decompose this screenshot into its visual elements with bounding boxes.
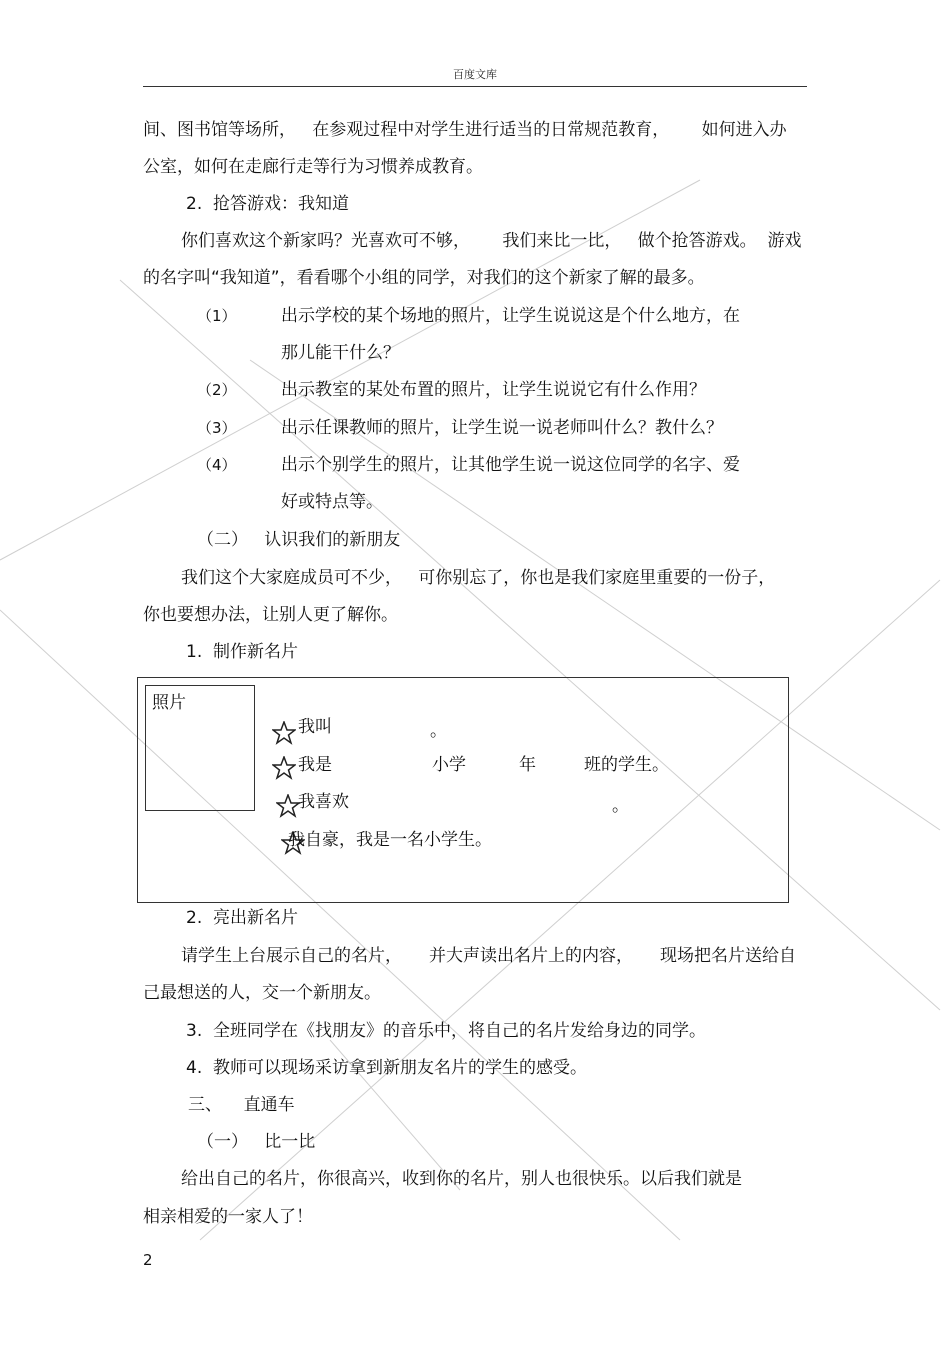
list-item-number: （2） [197, 381, 237, 399]
photo-label: 照片 [152, 693, 186, 713]
card-line-proud: 我自豪，我是一名小学生。 [288, 830, 492, 850]
paragraph-line: 给出自己的名片，你很高兴，收到你的名片，别人也很快乐。以后我们就是 [181, 1169, 742, 1189]
list-item-text: 那儿能干什么？ [281, 343, 400, 363]
list-item-number: （4） [197, 456, 237, 474]
section-heading: （一） 比一比 [197, 1132, 316, 1152]
section-heading: 4. 教师可以现场采访拿到新朋友名片的学生的感受。 [186, 1058, 588, 1078]
paragraph-line: 相亲相爱的一家人了！ [143, 1207, 313, 1227]
paragraph-line: 己最想送的人，交一个新朋友。 [143, 983, 381, 1003]
card-school-label: 小学 [432, 755, 466, 775]
section-heading: 三、 直通车 [188, 1095, 295, 1115]
card-line-end: 。 [612, 796, 629, 816]
section-heading: 2. 抢答游戏：我知道 [186, 194, 350, 214]
page-header: 百度文库 [453, 68, 497, 81]
paragraph-line: 你也要想办法，让别人更了解你。 [143, 605, 398, 625]
photo-box [145, 685, 255, 811]
paragraph-line: 你们喜欢这个新家吗？光喜欢可不够， 我们来比一比， 做个抢答游戏。 游戏 [181, 231, 802, 251]
card-line-end: 。 [430, 721, 447, 741]
page-number: 2 [143, 1251, 153, 1269]
card-line-name: 我叫 [298, 717, 332, 737]
section-heading: 2. 亮出新名片 [186, 908, 299, 928]
paragraph-line: 我们这个大家庭成员可不少， 可你别忘了，你也是我们家庭里重要的一份子， [181, 568, 776, 588]
paragraph-line: 请学生上台展示自己的名片， 并大声读出名片上的内容， 现场把名片送给自 [181, 946, 797, 966]
card-line-school: 我是 [298, 755, 332, 775]
header-divider [143, 86, 807, 87]
section-heading: （二） 认识我们的新朋友 [197, 530, 401, 550]
card-class-label: 班的学生。 [584, 755, 669, 775]
paragraph-line: 间、图书馆等场所， 在参观过程中对学生进行适当的日常规范教育， 如何进入办 [143, 120, 787, 140]
star-icon [276, 794, 300, 818]
list-item-text: 好或特点等。 [281, 492, 383, 512]
section-heading: 3. 全班同学在《找朋友》的音乐中，将自己的名片发给身边的同学。 [186, 1021, 707, 1041]
card-grade-label: 年 [519, 755, 536, 775]
paragraph-line: 公室，如何在走廊行走等行为习惯养成教育。 [143, 157, 483, 177]
list-item-number: （3） [197, 419, 237, 437]
list-item-text: 出示学校的某个场地的照片，让学生说说这是个什么地方，在 [281, 306, 740, 326]
section-heading: 1. 制作新名片 [186, 642, 299, 662]
list-item-text: 出示任课教师的照片，让学生说一说老师叫什么？教什么？ [281, 418, 723, 438]
star-icon [272, 721, 296, 745]
list-item-text: 出示教室的某处布置的照片，让学生说说它有什么作用？ [281, 380, 706, 400]
star-icon [272, 756, 296, 780]
list-item-text: 出示个别学生的照片，让其他学生说一说这位同学的名字、爱 [281, 455, 740, 475]
list-item-number: （1） [197, 307, 237, 325]
paragraph-line: 的名字叫“我知道”，看看哪个小组的同学，对我们的这个新家了解的最多。 [143, 268, 705, 288]
card-line-likes: 我喜欢 [298, 792, 349, 812]
